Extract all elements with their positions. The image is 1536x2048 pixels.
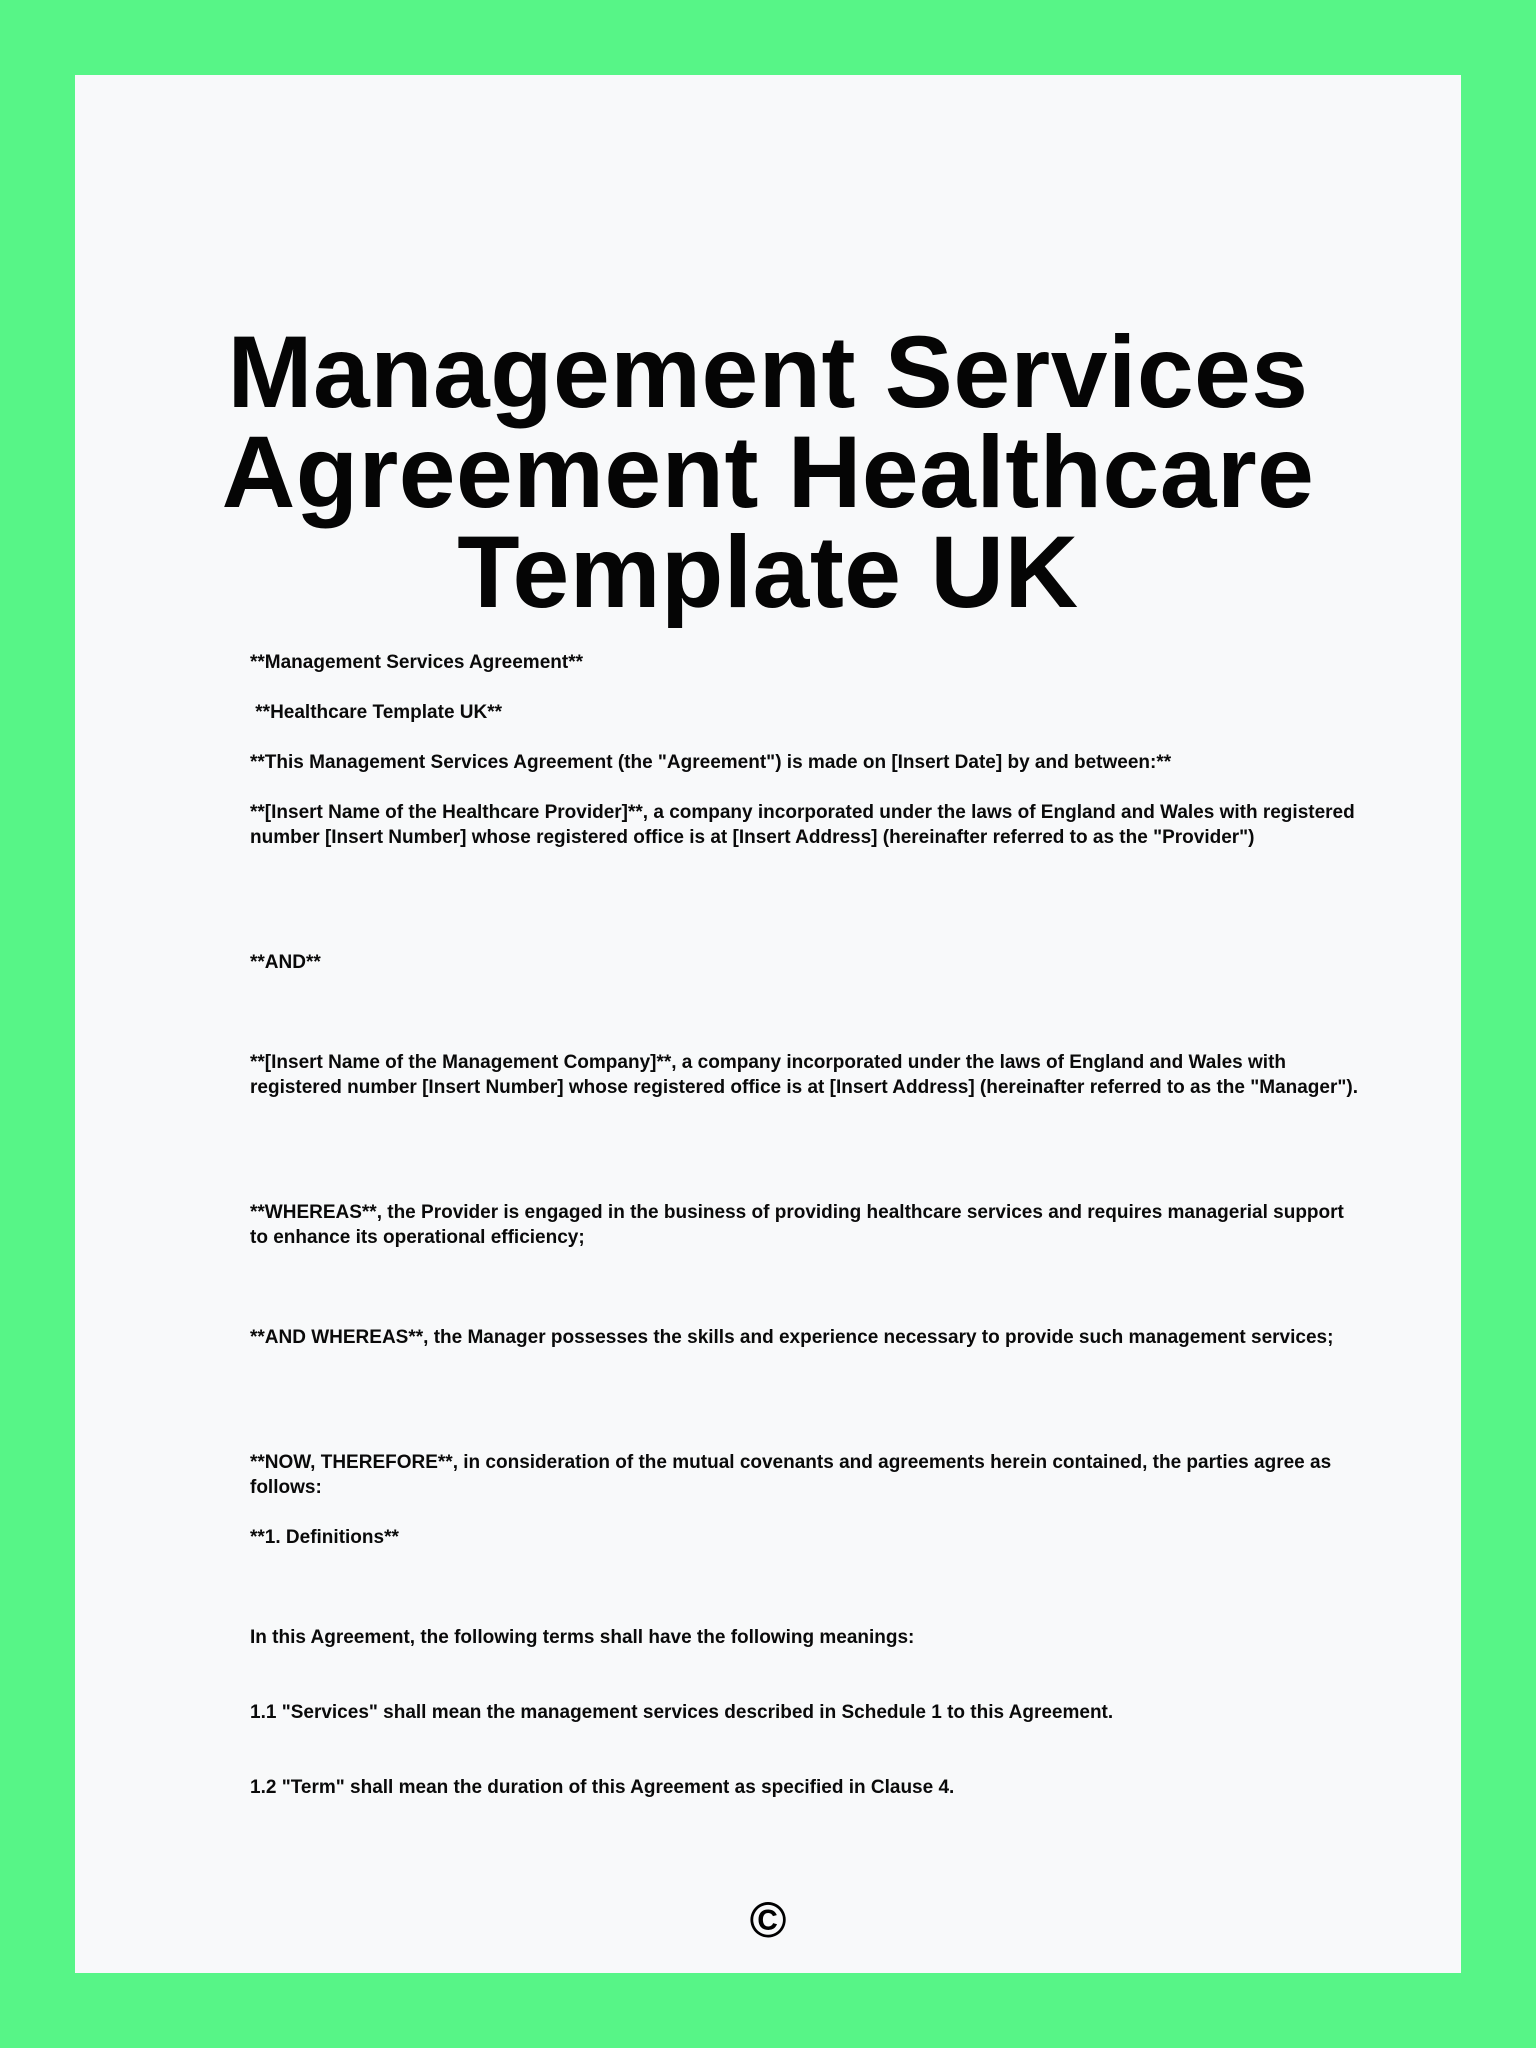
provider-paragraph: **[Insert Name of the Healthcare Provider]**, a company incorporated under the laws of England and Wales with registered number [Insert Number] whose registered office is at [Insert Address] (hereinafter referred to as the "Provider") bbox=[250, 802, 1355, 848]
definition-term: 1.2 "Term" shall mean the duration of this Agreement as specified in Clause 4. bbox=[250, 1777, 955, 1798]
and-whereas-paragraph: **AND WHEREAS**, the Manager possesses the skills and experience necessary to provide such management services; bbox=[250, 1327, 1334, 1348]
manager-paragraph: **[Insert Name of the Management Company]**, a company incorporated under the laws of England and Wales with registered number [Insert Number] whose registered office is at [Insert Address] (hereinafter referred to as the "Manager"). bbox=[250, 1052, 1358, 1098]
definitions-intro: In this Agreement, the following terms shall have the following meanings: bbox=[250, 1627, 915, 1648]
intro-paragraph: **This Management Services Agreement (the "Agreement") is made on [Insert Date] by and between:** bbox=[250, 752, 1172, 773]
heading-template: **Healthcare Template UK** bbox=[250, 702, 503, 723]
definitions-heading: **1. Definitions** bbox=[250, 1527, 399, 1548]
whereas-paragraph: **WHEREAS**, the Provider is engaged in the business of providing healthcare services and requires managerial support to enhance its operational efficiency; bbox=[250, 1202, 1344, 1248]
heading-agreement: **Management Services Agreement** bbox=[250, 652, 583, 673]
and-paragraph: **AND** bbox=[250, 952, 321, 973]
document-title: Management Services Agreement Healthcare Template UK bbox=[221, 315, 1315, 629]
now-therefore-paragraph: **NOW, THEREFORE**, in consideration of the mutual covenants and agreements herein contained, the parties agree as follows: bbox=[250, 1452, 1332, 1498]
definition-services: 1.1 "Services" shall mean the management services described in Schedule 1 to this Agreement. bbox=[250, 1702, 1114, 1723]
copyright-icon: © bbox=[749, 1892, 787, 1948]
document-page bbox=[75, 75, 1461, 1973]
